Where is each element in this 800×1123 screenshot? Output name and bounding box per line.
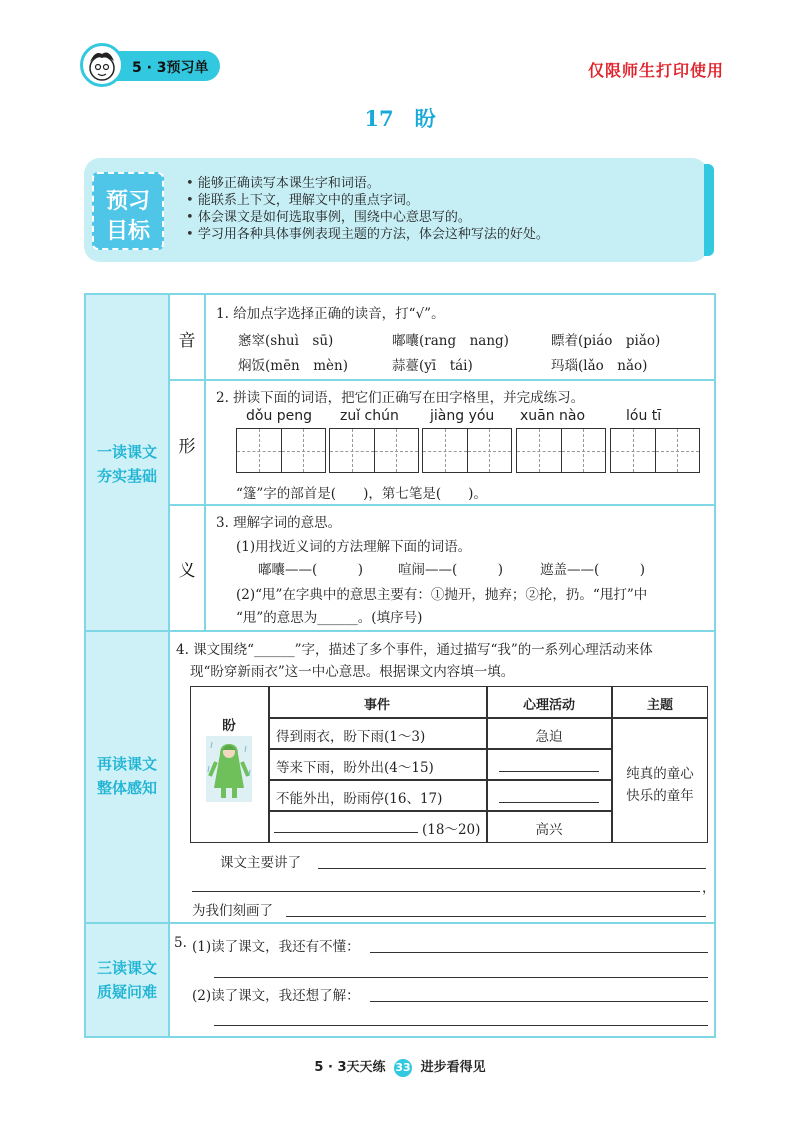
section2-label: 再读课文 整体感知	[96, 755, 157, 797]
table-rule	[268, 748, 612, 750]
q1-option[interactable]: 瞟着(piáo piǎo)	[551, 333, 661, 349]
q3-sub1: (1)用找近义词的方法理解下面的词语。	[236, 539, 472, 555]
mind-cell: 高兴	[535, 822, 563, 838]
objective-item: • 学习用各种具体事例表现主题的方法，体会这种写法的好处。	[186, 226, 549, 243]
objectives-list	[186, 175, 549, 243]
theme-line: 快乐的童年	[626, 788, 694, 804]
footer-left: 5 · 3天天练	[314, 1060, 386, 1075]
type-meaning: 义	[178, 561, 196, 581]
writing-grid[interactable]	[329, 428, 419, 473]
summary-prefix: 课文主要讲了	[220, 855, 301, 871]
event-cell: 得到雨衣，盼下雨(1～3)	[276, 729, 426, 745]
col-header-mind: 心理活动	[522, 698, 575, 713]
badge-line2: 目标	[105, 219, 150, 244]
q5-prefix: 5.	[174, 935, 187, 951]
type-shape: 形	[178, 437, 196, 457]
divider	[204, 293, 206, 631]
girl-raincoat-illustration	[206, 736, 252, 802]
left-char: 盼	[222, 718, 236, 734]
q3-sub2-line2: “甩”的意思为______。(填序号)	[236, 610, 423, 626]
q4-line2: 现“盼穿新雨衣”这一中心意思。根据课文内容填一填。	[190, 664, 515, 680]
answer-line[interactable]	[286, 916, 706, 917]
objective-item: • 能够正确读写本课生字和词语。	[186, 175, 549, 192]
mascot-avatar	[80, 43, 124, 87]
q1-prompt: 1. 给加点字选择正确的读音，打“√”。	[216, 306, 445, 322]
event-cell: 不能外出，盼雨停(16、17)	[276, 791, 443, 807]
q1-option[interactable]: 嘟囔(rang nang)	[392, 333, 509, 349]
q3-word[interactable]: 遮盖——( )	[540, 562, 646, 578]
answer-line[interactable]	[370, 1001, 708, 1002]
writing-grid[interactable]	[610, 428, 700, 473]
divider	[168, 504, 716, 506]
q3-prompt: 3. 理解字词的意思。	[216, 515, 342, 531]
q1-option[interactable]: 蒜薹(yī tái)	[392, 358, 473, 374]
blank-line[interactable]	[499, 771, 599, 772]
q5-item2: (2)读了课文，我还想了解：	[192, 988, 360, 1004]
q4-line1: 4. 课文围绕“______”字，描述了多个事件，通过描写“我”的一系列心理活动来体	[176, 642, 653, 658]
divider	[84, 630, 716, 632]
divider	[168, 293, 170, 1038]
objective-item: • 能联系上下文，理解文中的重点字词。	[186, 192, 549, 209]
blank-line[interactable]	[499, 802, 599, 803]
theme-line: 纯真的童心	[626, 766, 694, 782]
table-rule	[268, 779, 612, 781]
answer-line[interactable]	[192, 891, 700, 892]
footer-right: 进步看得见	[420, 1060, 486, 1075]
q1-option[interactable]: 玛瑙(lǎo nǎo)	[551, 358, 648, 374]
event-cell: (18～20)	[422, 822, 481, 838]
q1-option[interactable]: 焖饭(mēn mèn)	[238, 358, 349, 374]
print-restriction: 仅限师生打印使用	[588, 61, 725, 80]
q3-word[interactable]: 喧闹——( )	[398, 562, 504, 578]
page-title: 17 盼	[364, 106, 436, 131]
divider	[168, 379, 716, 381]
q3-sub2-line1: (2)“甩”在字典中的意思主要有：①抛开，抛弃；②抡，扔。“甩打”中	[236, 587, 648, 603]
objectives-badge	[92, 172, 164, 250]
pinyin-label: zuǐ chún	[340, 408, 399, 424]
answer-line[interactable]	[370, 952, 708, 953]
table-rule	[268, 810, 612, 812]
col-header-theme: 主题	[646, 698, 673, 713]
pinyin-label: xuān nào	[520, 408, 586, 424]
answer-line[interactable]	[318, 868, 706, 869]
portrait-prefix: 为我们刻画了	[192, 903, 273, 919]
type-sound: 音	[178, 331, 196, 351]
writing-grid[interactable]	[236, 428, 326, 473]
objectives-edge	[704, 164, 714, 256]
answer-line[interactable]	[214, 977, 708, 978]
section3-label: 三读课文 质疑问难	[96, 959, 157, 1001]
q3-word[interactable]: 嘟囔——( )	[258, 562, 364, 578]
q2-prompt: 2. 拼读下面的词语，把它们正确写在田字格里，并完成练习。	[216, 390, 585, 406]
pinyin-label: lóu tī	[626, 408, 662, 424]
col-header-event: 事件	[363, 698, 390, 713]
page-number: 33	[394, 1059, 412, 1077]
writing-grid[interactable]	[422, 428, 512, 473]
q1-option[interactable]: 窸窣(shuì sū)	[238, 333, 334, 349]
mind-cell: 急迫	[535, 729, 563, 745]
writing-grid[interactable]	[516, 428, 606, 473]
pinyin-label: dǒu peng	[246, 408, 313, 424]
event-cell: 等来下雨，盼外出(4～15)	[276, 760, 434, 776]
badge-line1: 预习	[105, 189, 150, 214]
footer	[0, 1056, 800, 1077]
summary-comma: ，	[702, 880, 716, 896]
section1-label: 一读课文 夯实基础	[96, 443, 157, 485]
divider	[84, 922, 716, 924]
blank-line[interactable]	[274, 832, 418, 833]
answer-line[interactable]	[214, 1025, 708, 1026]
pinyin-label: jiàng yóu	[430, 408, 495, 424]
q5-item1: (1)读了课文，我还有不懂：	[192, 939, 360, 955]
q2-follow: “篷”字的部首是( )，第七笔是( )。	[236, 486, 487, 502]
series-label: 5 · 3预习单	[132, 60, 209, 76]
table-rule	[268, 717, 708, 719]
objective-item: • 体会课文是如何选取事例，围绕中心意思写的。	[186, 209, 549, 226]
